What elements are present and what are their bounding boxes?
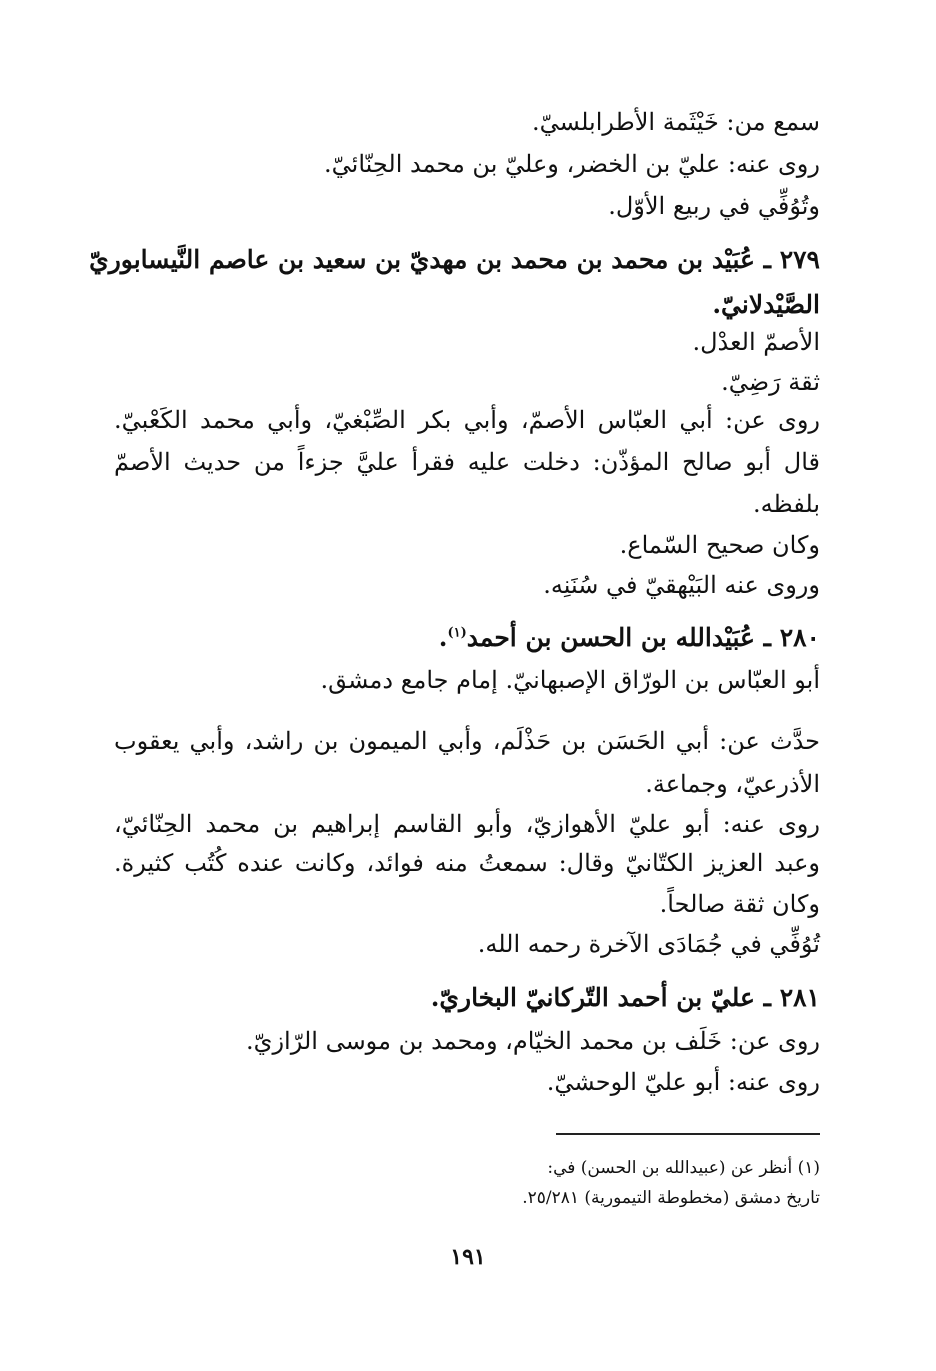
text-line: روى عنه: أبو عليّ الوحشيّ. xyxy=(546,1068,820,1096)
text-line: بلفظه. xyxy=(753,490,820,518)
entry-title: عُبَيْد بن محمد بن محمد بن مهديّ بن سعيد بن عاصم النَّيسابوريّ xyxy=(89,245,755,274)
entry-number: ٢٨٠ ـ xyxy=(763,623,820,652)
text-line: أبو العبّاس بن الورّاق الإصبهانيّ. إمام جامع دمشق. xyxy=(320,666,820,694)
entry-title: عليّ بن أحمد التّركانيّ البخاريّ. xyxy=(430,983,755,1012)
text-line: وتُوُفِّي في ربيع الأوّل. xyxy=(608,192,820,220)
text-line: قال أبو صالح المؤذّن: دخلت عليه فقرأ عليَّ جزءاً من حديث الأصمّ xyxy=(114,448,820,476)
text-line: روى عنه: عليّ بن الخضر، وعليّ بن محمد الحِنّائيّ. xyxy=(324,150,820,178)
footnote-line: (١) أنظر عن (عبيدالله بن الحسن) في: xyxy=(547,1158,820,1178)
footnote-reference: (١) xyxy=(447,625,467,641)
text-line: وعبد العزيز الكتّانيّ وقال: سمعتُ منه فوائد، وكانت عنده كُتُب كثيرة. xyxy=(114,849,821,877)
text-line: وكان ثقة صالحاً. xyxy=(659,890,820,918)
footnote-divider xyxy=(556,1133,820,1135)
footnote-line: تاريخ دمشق (مخطوطة التيمورية) ٢٥/٢٨١. xyxy=(522,1188,820,1208)
text-line: روى عن: خَلَف بن محمد الخيّام، ومحمد بن موسى الرّازيّ. xyxy=(246,1027,820,1055)
entry-title-continued: الصَّيْدلانيّ. xyxy=(712,290,820,319)
text-line: ثقة رَضِيّ. xyxy=(721,368,820,396)
entry-title: عُبَيْدالله بن الحسن بن أحمد xyxy=(466,623,755,652)
entry-title-dot: . xyxy=(438,623,448,652)
entry-number: ٢٨١ ـ xyxy=(763,983,820,1012)
text-line: حدَّث عن: أبي الحَسَن بن حَذْلَم، وأبي الميمون بن راشد، وأبي يعقوب xyxy=(114,727,820,755)
text-line: تُوُفِّي في جُمَادَى الآخرة رحمه الله. xyxy=(477,930,820,958)
text-line: سمع من: خَيْثَمة الأطرابلسيّ. xyxy=(532,108,820,136)
entry-heading-279 xyxy=(89,240,820,280)
entry-number: ٢٧٩ ـ xyxy=(763,245,820,274)
text-line: وكان صحيح السّماع. xyxy=(619,531,820,559)
text-line: الأصمّ العدْل. xyxy=(692,328,820,356)
text-line: روى عن: أبي العبّاس الأصمّ، وأبي بكر الصِّبْغيّ، وأبي محمد الكَعْبيّ. xyxy=(114,406,820,434)
text-line: روى عنه: أبو عليّ الأهوازيّ، وأبو القاسم إبراهيم بن محمد الحِنّائيّ، xyxy=(114,810,820,838)
page-number: ١٩١ xyxy=(450,1244,486,1270)
entry-heading-281 xyxy=(431,978,820,1018)
entry-heading-280 xyxy=(439,618,820,658)
text-line: وروى عنه البَيْهقيّ في سُنَنِه. xyxy=(543,571,820,599)
text-line: الأذرعيّ، وجماعة. xyxy=(645,770,820,798)
